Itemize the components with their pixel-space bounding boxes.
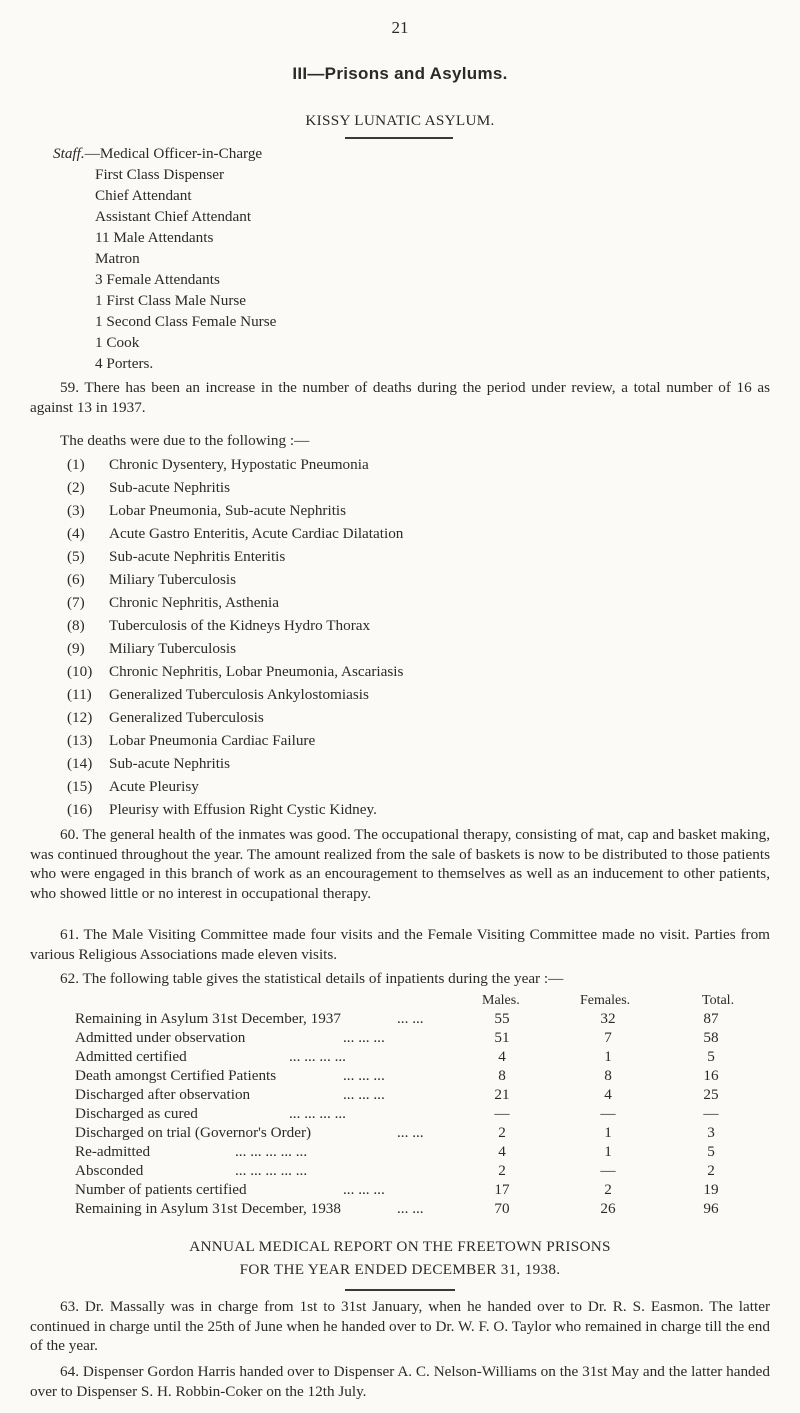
heading-rule <box>345 137 453 139</box>
table-row: Discharged after observation ... ... ... 21 4 25 <box>75 1086 719 1103</box>
staff-line: 4 Porters. <box>95 355 154 372</box>
list-item: (3) Lobar Pneumonia, Sub-acute Nephritis <box>67 502 347 519</box>
table-row: Re-admitted ... ... ... ... ... 4 1 5 <box>75 1143 715 1160</box>
list-item: (10) Chronic Nephritis, Lobar Pneumonia, Ascariasis <box>67 663 404 680</box>
page-number: 21 <box>391 18 409 37</box>
list-item: (11) Generalized Tuberculosis Ankylostomiasis <box>67 686 369 703</box>
table-row: Number of patients certified ... ... ... 17 2 19 <box>75 1181 719 1198</box>
table-row: Remaining in Asylum 31st December, 1937 ... ... 55 32 87 <box>75 1010 719 1027</box>
staff-line: 1 Second Class Female Nurse <box>95 313 277 330</box>
list-item: (16) Pleurisy with Effusion Right Cystic Kidney. <box>67 801 377 818</box>
staff-line: Assistant Chief Attendant <box>95 208 252 225</box>
paragraph-64: 64. Dispenser Gordon Harris handed over to Dispenser A. C. Nelson-Williams on the 31st May and the latter handed over to Dispenser S. H. Robbin-Coker on the 12th July. <box>30 1363 770 1400</box>
col-males: Males. <box>482 993 520 1008</box>
paragraph-62: 62. The following table gives the statistical details of inpatients during the year :— <box>60 970 564 987</box>
list-item: (13) Lobar Pneumonia Cardiac Failure <box>67 732 316 749</box>
section-title: III—Prisons and Asylums. <box>292 64 508 83</box>
table-row: Absconded ... ... ... ... ... 2 — 2 <box>75 1162 715 1179</box>
table-row: Discharged on trial (Governor's Order) ... ... 2 1 3 <box>75 1124 715 1141</box>
table-row: Death amongst Certified Patients ... ... ... 8 8 16 <box>75 1067 719 1084</box>
staff-label: Staff. <box>53 145 85 162</box>
staff-line: 3 Female Attendants <box>95 271 220 288</box>
paragraph-63: 63. Dr. Massally was in charge from 1st to 31st January, when he handed over to Dr. R. S. Easmon. The latter continued in charge until the 25th of June when he handed over to Dr. W. F. O. Taylor who remained in charge till the end of the year. <box>30 1298 770 1354</box>
staff-line: 11 Male Attendants <box>95 229 214 246</box>
list-item: (8) Tuberculosis of the Kidneys Hydro Thorax <box>67 617 371 634</box>
list-item: (1) Chronic Dysentery, Hypostatic Pneumonia <box>67 456 369 473</box>
asylum-heading: KISSY LUNATIC ASYLUM. <box>305 112 495 129</box>
list-item: (14) Sub-acute Nephritis <box>67 755 231 772</box>
report-subheading: FOR THE YEAR ENDED DECEMBER 31, 1938. <box>239 1261 561 1278</box>
report-heading: ANNUAL MEDICAL REPORT ON THE FREETOWN PRISONS <box>189 1238 611 1255</box>
staff-line: Chief Attendant <box>95 187 192 204</box>
deaths-intro: The deaths were due to the following :— <box>60 432 310 449</box>
paragraph-59: 59. There has been an increase in the number of deaths during the period under review, a total number of 16 as against 13 in 1937. <box>30 379 770 416</box>
table-row: Admitted certified ... ... ... ... 4 1 5 <box>75 1048 715 1065</box>
staff-line: First Class Dispenser <box>95 166 225 183</box>
list-item: (2) Sub-acute Nephritis <box>67 479 231 496</box>
table-row: Discharged as cured ... ... ... ... — — — <box>75 1105 719 1122</box>
table-row: Remaining in Asylum 31st December, 1938 ... ... 70 26 96 <box>75 1200 719 1217</box>
col-total: Total. <box>702 993 735 1008</box>
staff-line: 1 First Class Male Nurse <box>95 292 247 309</box>
staff-line: 1 Cook <box>95 334 140 351</box>
list-item: (6) Miliary Tuberculosis <box>67 571 236 588</box>
col-females: Females. <box>580 993 631 1008</box>
list-item: (4) Acute Gastro Enteritis, Acute Cardiac Dilatation <box>67 525 404 542</box>
staff-line: —Medical Officer-in-Charge <box>84 145 263 162</box>
list-item: (15) Acute Pleurisy <box>67 778 199 795</box>
staff-line: Matron <box>95 250 140 267</box>
table-header <box>75 993 755 1011</box>
list-item: (7) Chronic Nephritis, Asthenia <box>67 594 279 611</box>
list-item: (5) Sub-acute Nephritis Enteritis <box>67 548 286 565</box>
list-item: (12) Generalized Tuberculosis <box>67 709 264 726</box>
paragraph-60: 60. The general health of the inmates was good. The occupational therapy, consisting of mat, cap and basket making, was continued throughout the year. The amount realized from the sale of baskets is now to be distributed to those patients who were engaged in this branch of work as an encouragement to themselves as well as an inducement to other patients, who showed little or no interest in occupational therapy. <box>30 826 770 902</box>
paragraph-61: 61. The Male Visiting Committee made four visits and the Female Visiting Committee made no visit. Parties from various Religious Associations made eleven visits. <box>30 926 770 963</box>
table-row: Admitted under observation ... ... ... 51 7 58 <box>75 1029 719 1046</box>
report-heading-rule <box>345 1289 455 1291</box>
list-item: (9) Miliary Tuberculosis <box>67 640 236 657</box>
